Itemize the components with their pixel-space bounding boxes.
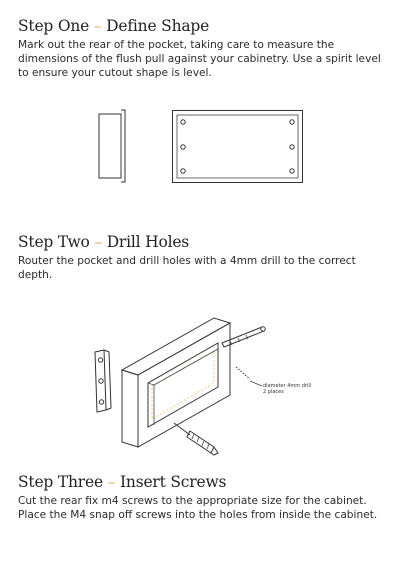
step-three-label: Step Three: [18, 473, 103, 491]
screw-hole-top-left: [181, 120, 185, 124]
annotation-leader-line: [250, 381, 262, 386]
rear-plate-outline: [173, 111, 303, 183]
bracket-hole-top: [98, 358, 102, 362]
step-three-title: [18, 473, 384, 491]
flush-pull-side-profile-drawing: [95, 108, 131, 184]
upper-drill-bit: [222, 327, 265, 347]
lower-drill-bit: [174, 423, 218, 455]
annotation-line-1: diameter 4mm drill: [263, 383, 312, 389]
block-left-face: [122, 370, 138, 447]
flush-pull-bracket-drawing: [92, 348, 114, 414]
drill-hole-marker: [236, 367, 250, 379]
screw-hole-top-right: [290, 120, 294, 124]
step-two-label: Step Two: [18, 233, 90, 251]
annotation-line-2: 2 places: [263, 389, 284, 395]
screw-hole-mid-right: [290, 145, 294, 149]
screw-hole-bottom-right: [290, 169, 294, 173]
bracket-hole-bottom: [99, 400, 103, 404]
pocket-inner-edge-top: [154, 349, 218, 385]
step-three-section: [18, 473, 384, 522]
step-one-section: [18, 17, 384, 80]
step-two-separator: –: [94, 233, 102, 251]
step-one-title: [18, 17, 384, 35]
side-profile-body: [99, 114, 121, 178]
pocket-opening: [148, 343, 218, 427]
step-one-text: Mark out the rear of the pocket, taking care to measure the dimensions of the flush pull against your cabinetry. Use a spirit level to ensure your cutout shape is level.: [18, 39, 381, 79]
screw-hole-mid-left: [181, 145, 185, 149]
step-two-title: [18, 233, 384, 251]
step-one-label: Step One: [18, 17, 90, 35]
side-profile-flange: [121, 110, 125, 182]
pocket-and-drill-drawing: [118, 315, 338, 465]
step-three-subtitle: Insert Screws: [119, 473, 227, 491]
step-three-text: Cut the rear fix m4 screws to the appropriate size for the cabinet. Place the M4 snap off screws into the holes from inside the cabinet.: [18, 495, 378, 521]
screw-hole-bottom-left: [181, 169, 185, 173]
block-front-face: [138, 323, 230, 447]
rear-plate-inner-outline: [177, 115, 298, 178]
step-one-subtitle: Define Shape: [106, 17, 210, 35]
flush-pull-rear-plate-drawing: [172, 110, 304, 184]
step-two-text: Router the pocket and drill holes with a 4mm drill to the correct depth.: [18, 255, 356, 281]
step-three-separator: –: [107, 473, 116, 491]
step-two-section: [18, 233, 384, 282]
step-two-subtitle: Drill Holes: [106, 233, 190, 251]
bracket-hole-middle: [99, 379, 103, 383]
step-one-separator: –: [93, 17, 102, 35]
